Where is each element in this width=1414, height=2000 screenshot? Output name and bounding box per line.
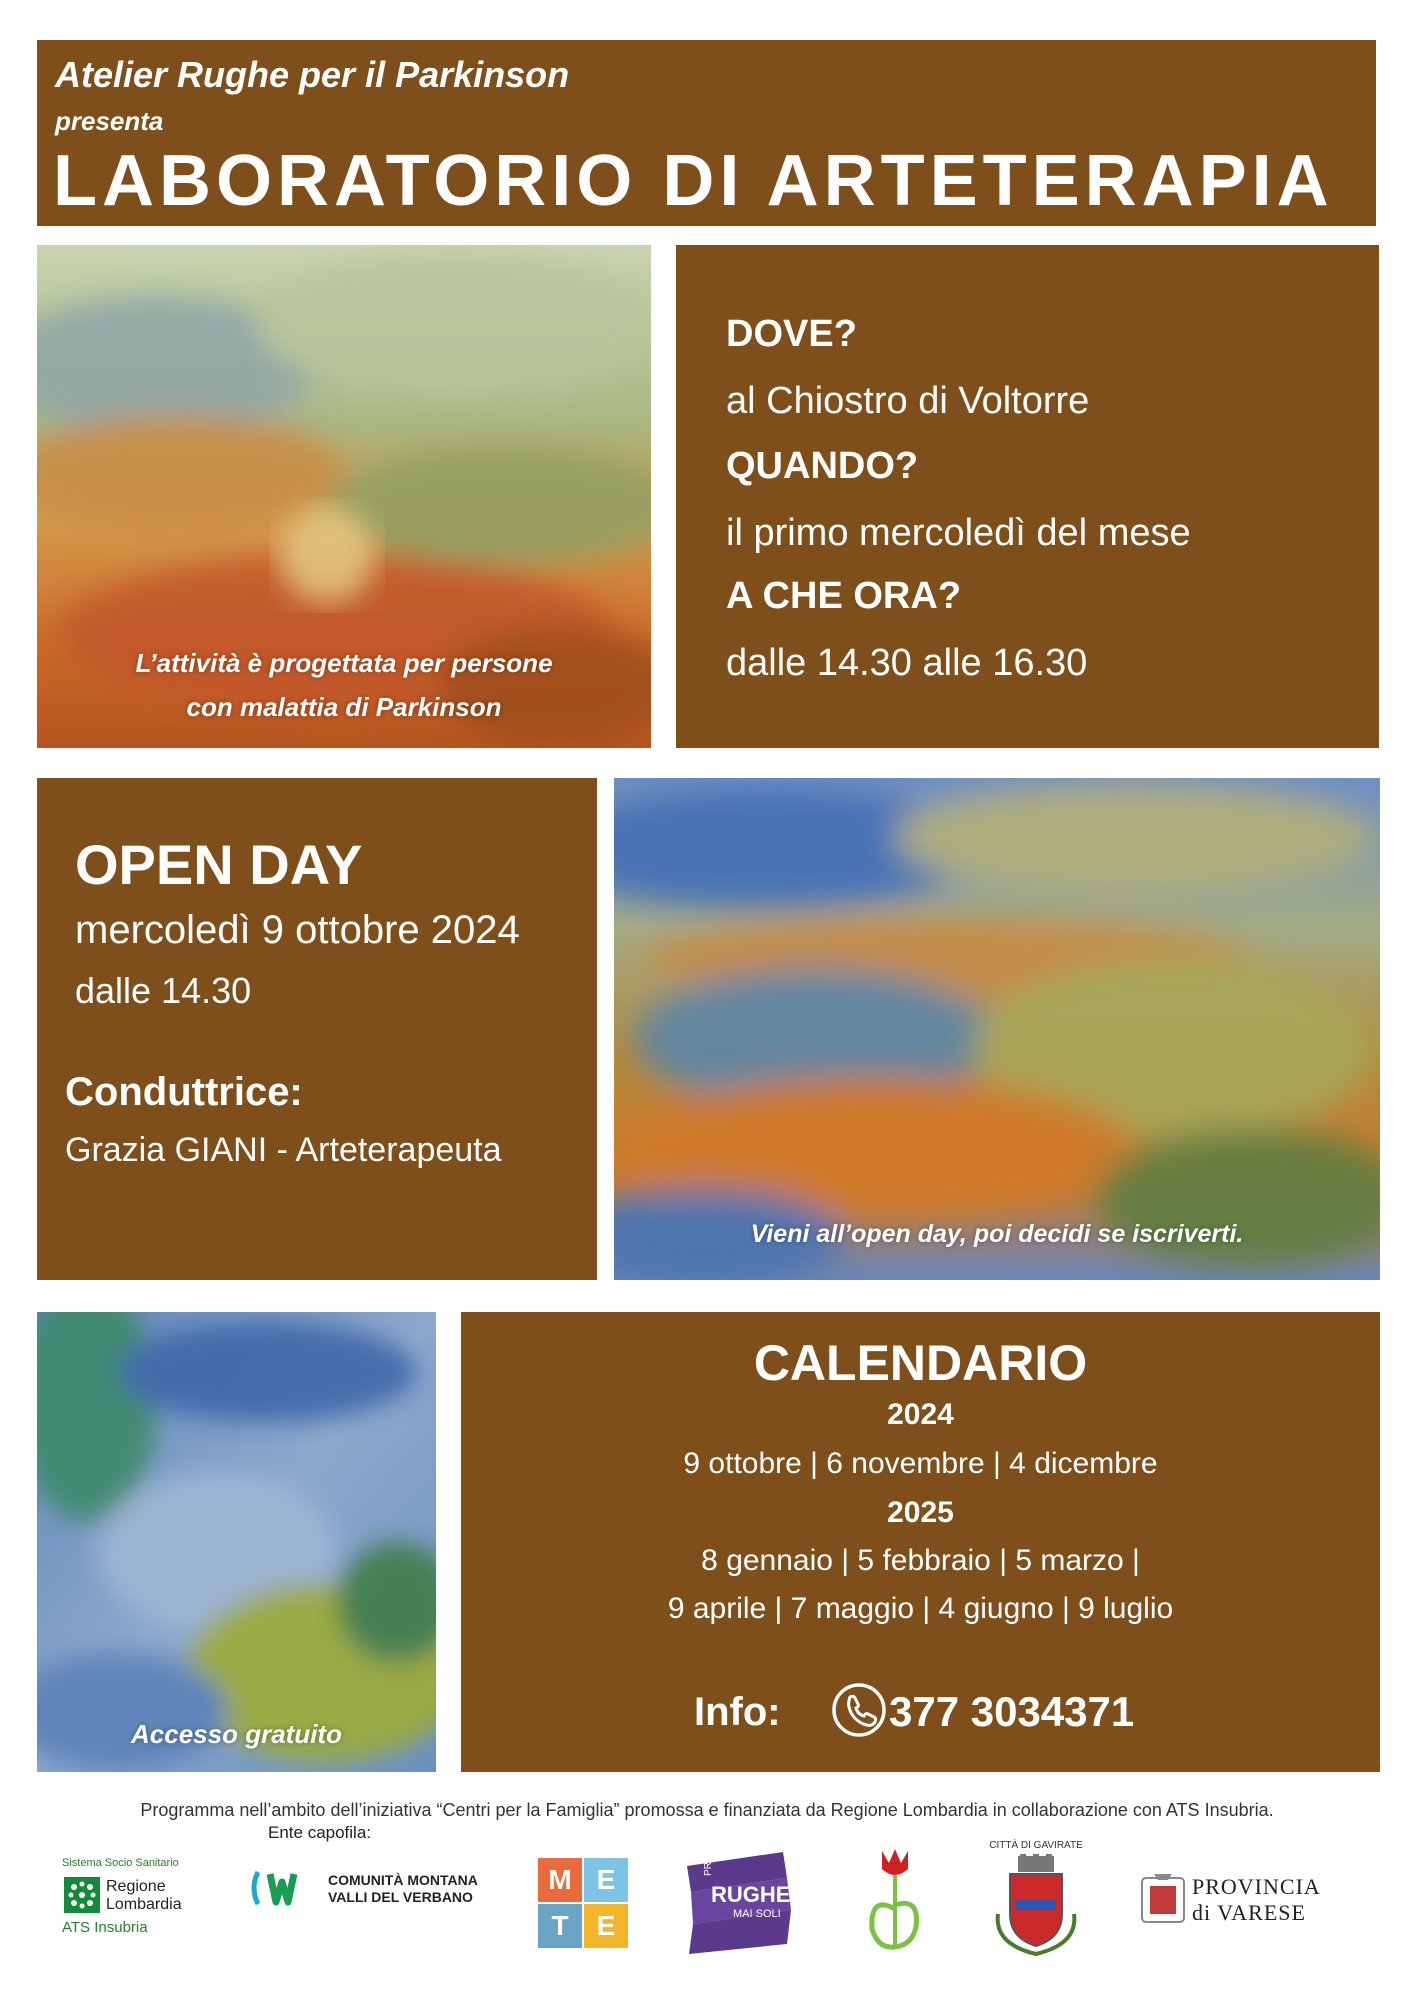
comunita-montana-icon	[250, 1868, 312, 1908]
comunita-montana-logo: COMUNITÀ MONTANA VALLI DEL VERBANO	[250, 1868, 500, 1918]
where-when-panel	[676, 245, 1379, 748]
open-day-time: dalle 14.30	[75, 970, 252, 1011]
painting-blue-green	[37, 1312, 436, 1772]
provincia-varese-logo: PROVINCIA di VARESE	[1140, 1872, 1360, 1932]
regione-lombardia-logo: Sistema Socio Sanitario Regione Lombardia ATS Insubria	[62, 1857, 182, 1936]
tulip-logo	[860, 1845, 930, 1955]
time-question: A CHE ORA?	[726, 575, 962, 617]
where-question: DOVE?	[726, 313, 857, 355]
where-answer: al Chiostro di Voltorre	[726, 380, 1090, 422]
phone-icon	[831, 1682, 887, 1738]
image-caption-target: L’attività è progettata per persone con malattia di Parkinson	[135, 648, 553, 722]
when-question: QUANDO?	[726, 445, 919, 487]
program-note: Programma nell’ambito dell’iniziativa “Centri per la Famiglia” promossa e finanziata da Regione Lombardia in collaborazione con ATS Insubria.	[140, 1800, 1274, 1820]
open-day-panel	[37, 778, 597, 1280]
painting-landscape	[614, 778, 1380, 1280]
page-title: LABORATORIO DI ARTETERAPIA	[53, 141, 1334, 221]
painting-sunset	[37, 245, 651, 748]
calendar-dates-2025-b: 9 aprile | 7 maggio | 4 giugno | 9 luglio	[667, 1592, 1174, 1625]
info-label: Info:	[694, 1690, 781, 1734]
phone-number[interactable]: 377 3034371	[889, 1688, 1135, 1735]
rose-camuna-icon	[64, 1877, 100, 1913]
conductor-name: Grazia GIANI - Arteterapeuta	[65, 1131, 502, 1169]
provincia-crest-icon	[1140, 1872, 1186, 1930]
calendar-year-2024: 2024	[887, 1398, 954, 1431]
open-day-title: OPEN DAY	[75, 833, 363, 896]
open-day-date: mercoledì 9 ottobre 2024	[75, 908, 520, 952]
image-caption-invite: Vieni all’open day, poi decidi se iscriverti.	[750, 1220, 1244, 1248]
image-caption-free-access: Accesso gratuito	[131, 1719, 342, 1749]
coat-of-arms-icon	[980, 1854, 1092, 1958]
calendar-dates-2024: 9 ottobre | 6 novembre | 4 dicembre	[683, 1447, 1158, 1480]
calendar-year-2025: 2025	[887, 1496, 954, 1529]
tulip-icon	[860, 1845, 930, 1955]
presents-label: presenta	[55, 106, 164, 136]
organizer-name: Atelier Rughe per il Parkinson	[55, 54, 570, 95]
calendar-panel	[461, 1312, 1380, 1772]
mete-logo: M E T E	[538, 1858, 628, 1948]
header-banner	[37, 40, 1376, 226]
time-answer: dalle 14.30 alle 16.30	[726, 642, 1088, 684]
rughe-logo: PROGETTO RUGHE MAI SOLI	[683, 1848, 795, 1958]
when-answer: il primo mercoledì del mese	[726, 512, 1191, 554]
conductor-label: Conduttrice:	[65, 1070, 303, 1114]
calendar-dates-2025-a: 8 gennaio | 5 febbraio | 5 marzo |	[701, 1544, 1140, 1577]
calendar-title: CALENDARIO	[753, 1335, 1088, 1391]
lead-entity-label: Ente capofila:	[268, 1823, 372, 1842]
gavirate-logo: CITTÀ DI GAVIRATE	[980, 1840, 1092, 1962]
